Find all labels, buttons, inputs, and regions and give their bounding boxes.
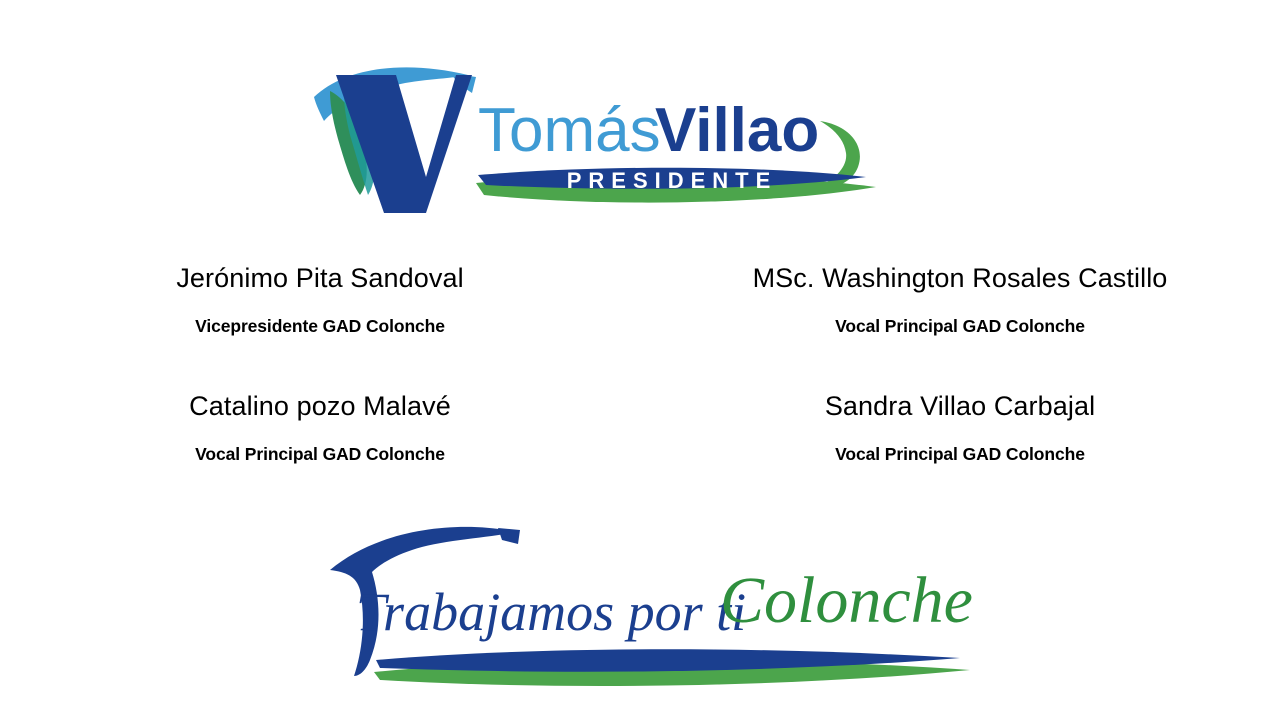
campaign-logo (300, 55, 880, 220)
person-name: Catalino pozo Malavé (189, 391, 451, 421)
person-name: Jerónimo Pita Sandoval (176, 263, 464, 293)
logo-subtitle: PRESIDENTE (566, 168, 778, 193)
person-card (640, 386, 1280, 514)
slogan-blue-text: Trabajamos por ti (356, 582, 747, 642)
person-card (640, 258, 1280, 386)
person-name: Sandra Villao Carbajal (824, 391, 1096, 421)
logo-wordmark-light: Tomás (478, 96, 661, 165)
logo-wordmark-bold: Villao (655, 96, 820, 165)
person-role: Vicepresidente GAD Colonche (195, 315, 445, 336)
person-role: Vocal Principal GAD Colonche (835, 443, 1085, 464)
person-card (0, 386, 640, 514)
person-name: MSc. Washington Rosales Castillo (752, 263, 1168, 293)
person-card (0, 258, 640, 386)
person-role: Vocal Principal GAD Colonche (835, 315, 1085, 336)
person-role: Vocal Principal GAD Colonche (195, 443, 445, 464)
slogan-green-text: Colonche (720, 564, 973, 637)
slogan-t-tail (498, 528, 520, 544)
people-grid (0, 258, 1280, 514)
campaign-slogan (320, 510, 1010, 700)
